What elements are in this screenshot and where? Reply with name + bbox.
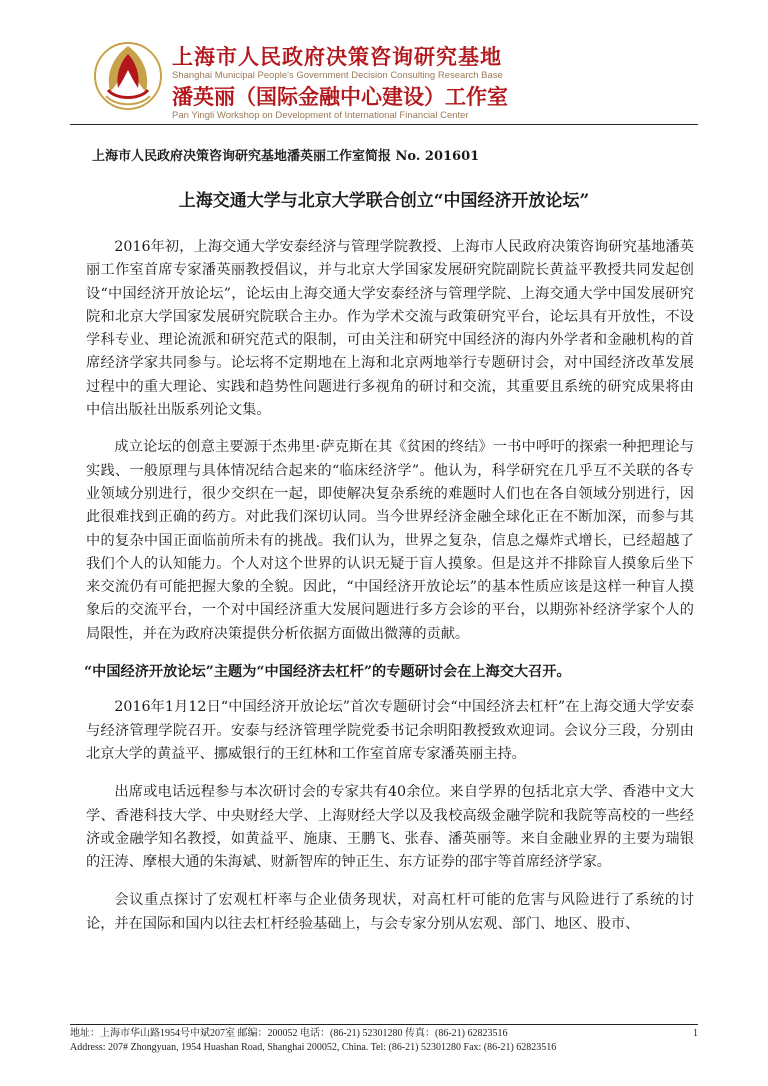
base-logo-icon [92,40,164,112]
paragraph: 成立论坛的创意主要源于杰弗里·萨克斯在其《贫困的终结》一书中呼吁的探索一种把理论与实践、一般原理与具体情况结合起来的“临床经济学”。他认为，科学研究在几乎互不关联的各专业领域分别进行，很少交织在一起，即使解决复杂系统的难题时人们也在各自领域分别进行，因此很难找到正确的药方。对此我们深切认同。当今世界经济金融全球化正在不断加深，而参与其中的复杂中国正面临前所未有的挑战。我们认为，世界之复杂，信息之爆炸式增长，已经超越了我们个人的认知能力。个人对这个世界的认识无疑于盲人摸象。但是这并不排除盲人摸象后坐下来交流仍有可能把握大象的全貌。因此，“中国经济开放论坛”的基本性质应该是这样一种盲人摸象后的交流平台，一个对中国经济重大发展问题进行多方会诊的平台，以期弥补经济学家个人的局限性，并在为政府决策提供分析依据方面做出微薄的贡献。 [86,439,694,642]
footer [70,1027,698,1055]
letterhead [92,40,692,120]
footer-address-cn: 地址：上海市华山路1954号中斌207室 邮编：200052 电话：(86-21) 52301280 传真：(86-21) 62823516 [70,1028,508,1039]
section-heading: “中国经济开放论坛”主题为“中国经济去杠杆”的专题研讨会在上海交大召开。 [84,664,571,681]
org-name-en: Shanghai Municipal People's Government Decision Consulting Research Base [172,70,503,81]
paragraph: 2016年初，上海交通大学安泰经济与管理学院教授、上海市人民政府决策咨询研究基地潘英丽工作室首席专家潘英丽教授倡议，并与北京大学国家发展研究院副院长黄益平教授共同发起创设“中国经济开放论坛”，论坛由上海交通大学安泰经济与管理学院、上海交通大学中国发展研究院和北京大学国家发展研究院联合主办。作为学术交流与政策研究平台，论坛具有开放性，不设学科专业、理论流派和研究范式的限制，可由关注和研究中国经济的海内外学者和金融机构的首席经济学家共同参与。论坛将不定期地在上海和北京两地举行专题研讨会，对中国经济改革发展过程中的重大理论、实践和趋势性问题进行多视角的研讨和交流，其重要且系统的研究成果将由中信出版社出版系列论文集。 [86,239,694,419]
workshop-name-en: Pan Yingli Workshop on Development of International Financial Center [172,110,469,121]
org-name-cn: 上海市人民政府决策咨询研究基地 [172,45,502,69]
paragraph: 出席或电话远程参与本次研讨会的专家共有40余位。来自学界的包括北京大学、香港中文大学、香港科技大学、中央财经大学、上海财经大学以及我校高级金融学院和我院等高校的一些经济或金融学知名教授，如黄益平、施康、王鹏飞、张春、潘英丽等。来自金融业界的主要为瑞银的汪涛、摩根大通的朱海斌、财新智库的钟正生、东方证券的邵宇等首席经济学家。 [86,784,694,871]
header-divider [70,124,698,125]
paragraph: 2016年1月12日“中国经济开放论坛”首次专题研讨会“中国经济去杠杆”在上海交通大学安泰与经济管理学院召开。安泰与经济管理学院党委书记余明阳教授致欢迎词。会议分三段，分别由北京大学的黄益平、挪威银行的王红林和工作室首席专家潘英丽主持。 [86,699,694,762]
workshop-name-cn: 潘英丽（国际金融中心建设）工作室 [172,85,508,109]
article-title: 上海交通大学与北京大学联合创立“中国经济开放论坛” [178,191,590,211]
footer-divider [70,1024,698,1025]
article-body [86,236,694,951]
page-number: 1 [693,1028,698,1039]
bulletin-number: 上海市人民政府决策咨询研究基地潘英丽工作室简报 No. 201601 [92,149,480,164]
footer-address-en: Address: 207# Zhongyuan, 1954 Huashan Road, Shanghai 200052, China. Tel: (86-21) 52301280 Fax: (86-21) 62823516 [70,1042,557,1053]
paragraph: 会议重点探讨了宏观杠杆率与企业债务现状，对高杠杆可能的危害与风险进行了系统的讨论，并在国际和国内以往去杠杆经验基础上，与会专家分别从宏观、部门、地区、股市、 [86,892,694,932]
